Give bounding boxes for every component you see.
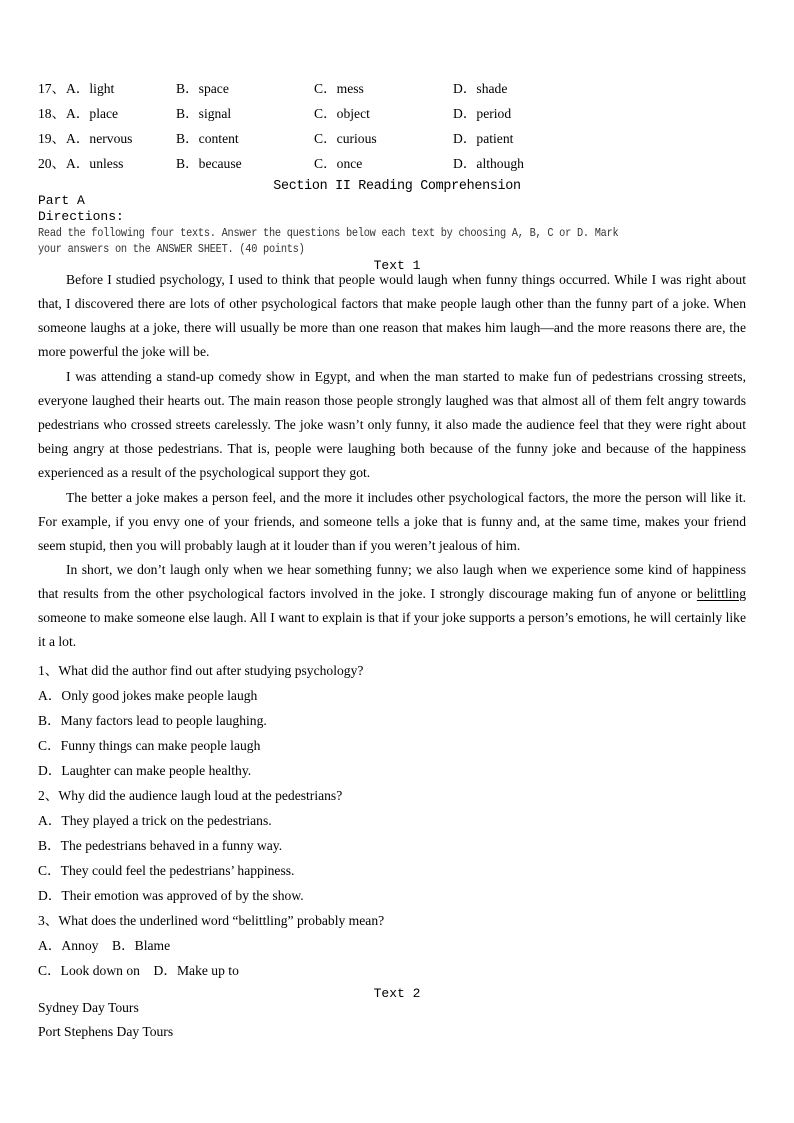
- question-3-options-cd: C．Look down on D．Make up to: [38, 963, 239, 978]
- option-d: D．shade: [453, 81, 508, 96]
- directions-line-2: your answers on the ANSWER SHEET. (40 points): [38, 242, 305, 256]
- option-a: A．nervous: [66, 131, 133, 146]
- option-b: B．content: [176, 131, 239, 146]
- question-2-option-d: D．Their emotion was approved of by the show.: [38, 888, 304, 903]
- question-1-option-c: C．Funny things can make people laugh: [38, 738, 261, 753]
- directions-label: Directions:: [38, 209, 124, 224]
- paragraph-3: The better a joke makes a person feel, and the more it includes other psychological factors, the more the person will like it. For example, if you envy one of your friends, and someone tells a joke that is funny and, at the same time, makes your friend seem stupid, then you will probably laugh at it louder than if you weren’t jealous of him.: [38, 490, 746, 553]
- underlined-word: belittling: [696, 586, 746, 601]
- option-row-19: [38, 127, 738, 147]
- paragraph-2: I was attending a stand-up comedy show in Egypt, and when the man started to make fun of pedestrians crossing streets, everyone laughed their hearts out. The main reason those people strongly laughed was that almost all of them felt angry towards pedestrians who crossed streets carelessly. The joke wasn’t only funny, it also made the audience feel that they were right about being angry at those pedestrians. That is, people were laughing both because of the funny joke and because of the happiness experienced as a result of the psychological support they got.: [38, 369, 746, 480]
- option-a: A．light: [66, 81, 115, 96]
- text1-title: Text 1: [373, 258, 421, 273]
- question-1-option-b: B．Many factors lead to people laughing.: [38, 713, 267, 728]
- option-row-20: [38, 152, 738, 172]
- paragraph-4: [38, 558, 746, 654]
- option-b: B．space: [176, 81, 229, 96]
- paragraph-1: Before I studied psychology, I used to think that people would laugh when funny things occurred. While I was right about that, I discovered there are lots of other psychological factors that make people laugh other than the funny part of a joke. When someone laughs at a joke, there will usually be more than one reason that makes him laugh—and the more reasons there are, the more powerful the joke will be.: [38, 272, 746, 359]
- question-number: 19、: [38, 131, 66, 146]
- text2-line-2: Port Stephens Day Tours: [38, 1024, 174, 1039]
- question-number: 17、: [38, 81, 66, 96]
- question-3-options-ab: A．Annoy B．Blame: [38, 938, 171, 953]
- directions-line-1: Read the following four texts. Answer the questions below each text by choosing A, B, C or D. Mark: [38, 226, 619, 240]
- option-c: C．once: [314, 156, 363, 171]
- text2-title: Text 2: [373, 986, 421, 1001]
- option-row-17: [38, 77, 738, 97]
- option-b: B．signal: [176, 106, 232, 121]
- question-2-option-a: A．They played a trick on the pedestrians.: [38, 813, 272, 828]
- option-b: B．because: [176, 156, 242, 171]
- section-title: Section II Reading Comprehension: [273, 179, 521, 194]
- paragraph-4-start: In short, we don’t laugh only when we hear something funny; we also laugh when we experience some kind of happiness that results from the other psychological factors involved in the joke. I strongly discourage making fun of anyone or: [38, 562, 746, 601]
- option-d: D．although: [453, 156, 524, 171]
- question-2: 2、Why did the audience laugh loud at the pedestrians?: [38, 788, 343, 803]
- option-c: C．mess: [314, 81, 364, 96]
- option-c: C．object: [314, 106, 370, 121]
- option-row-18: [38, 102, 738, 122]
- question-number: 18、: [38, 106, 66, 121]
- question-1-option-d: D．Laughter can make people healthy.: [38, 763, 252, 778]
- question-number: 20、: [38, 156, 66, 171]
- question-2-option-b: B．The pedestrians behaved in a funny way.: [38, 838, 283, 853]
- text2-line-1: Sydney Day Tours: [38, 1000, 139, 1015]
- option-a: A．unless: [66, 156, 124, 171]
- question-3: 3、What does the underlined word “belittling” probably mean?: [38, 913, 385, 928]
- question-1: 1、What did the author find out after studying psychology?: [38, 663, 364, 678]
- question-1-option-a: A．Only good jokes make people laugh: [38, 688, 258, 703]
- part-label: Part A: [38, 193, 85, 208]
- question-2-option-c: C．They could feel the pedestrians’ happiness.: [38, 863, 295, 878]
- paragraph-4-end: someone to make someone else laugh. All I want to explain is that if your joke supports a person’s emotions, he will certainly like it a lot.: [38, 610, 746, 649]
- option-a: A．place: [66, 106, 119, 121]
- option-d: D．period: [453, 106, 512, 121]
- section-title-wrap: [0, 177, 794, 194]
- option-c: C．curious: [314, 131, 377, 146]
- option-d: D．patient: [453, 131, 514, 146]
